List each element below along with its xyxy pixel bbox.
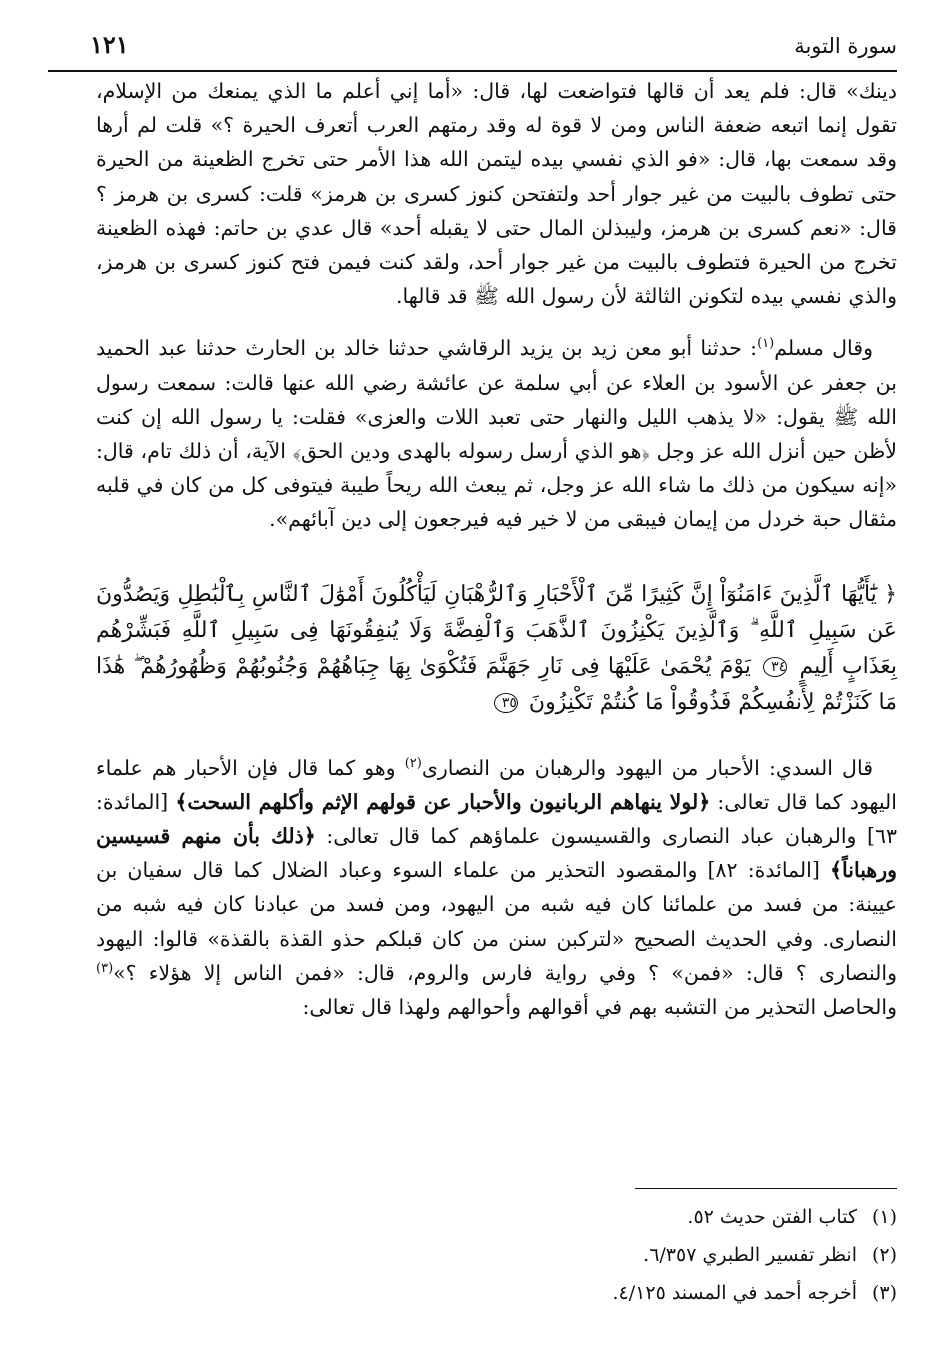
footnote-2 [96, 1236, 897, 1274]
verse-spacer-bottom [96, 721, 897, 751]
header-rule [48, 70, 897, 72]
paragraph-rest: : حدثنا أبو معن زيد بن يزيد الرقاشي حدثنا خالد بن الحارث حدثنا عبد الحميد بن جعفر عن الأسود بن العلاء عن أبي سلمة عن عائشة رضي الله عنها قالت: سمعت رسول الله ﷺ يقول: «لا يذهب الليل والنهار حتى تعبد اللات والعزى» فقلت: يا رسول الله إن كنت لأظن حين أنزل الله عز وجل ﴿هو الذي أرسل رسوله بالهدى ودين الحق﴾ الآية، أن ذلك تام، قال: «إنه سيكون من ذلك ما شاء الله عز وجل، ثم يبعث الله ريحاً طيبة فيتوفى كل من كان في قلبه مثقال حبة خردل من إيمان فيبقى من لا خير فيه فيرجعون إلى دين آبائهم». [96, 336, 897, 532]
verse-text-35: يَوْمَ يُحْمَىٰ عَلَيْهَا فِى نَارِ جَهَنَّمَ فَتُكْوَىٰ بِهَا جِبَاهُهُمْ وَجُنُوبُهُمْ وَظُهُورُهُمْ ۖ هَٰذَا مَا كَنَزْتُمْ لِأَنفُسِكُمْ فَذُوقُواْ مَا كُنتُمْ تَكْنِزُونَ [96, 653, 897, 715]
footnote-marker: (٢) [871, 1244, 897, 1266]
footnote-rule [635, 1188, 897, 1189]
paragraph-hadith-adi: دينك» قال: فلم يعد أن قالها فتواضعت لها، قال: «أما إني أعلم ما الذي يمنعك من الإسلام، تقول إنما اتبعه ضعفة الناس ومن لا قوة له وقد رمتهم العرب أتعرف الحيرة ؟» قلت لم أرها وقد سمعت بها، قال: «فو الذي نفسي بيده ليتمن الله هذا الأمر حتى تخرج الظعينة من الحيرة حتى تطوف بالبيت من غير جوار أحد ولتفتحن كنوز كسرى بن هرمز» قلت: كسرى بن هرمز ؟ قال: «نعم كسرى بن هرمز، وليبذلن المال حتى لا يقبله أحد» قال عدي بن حاتم: فهذه الظعينة تخرج من الحيرة فتطوف بالبيت من غير جوار أحد، ولقد كنت فيمن فتح كنوز كسرى بن هرمز، والذي نفسي بيده لتكونن الثالثة لأن رسول الله ﷺ قد قالها. [96, 79, 897, 309]
footnote-ref-2: (٢) [404, 755, 422, 771]
footnote-ref-3: (٣) [96, 961, 114, 977]
running-title: سورة التوبة [794, 34, 897, 58]
paragraph-start: وقال مسلم [774, 336, 873, 361]
footnote-text: أخرجه أحمد في المسند ٤/١٢٥. [612, 1282, 857, 1304]
quran-quote-maidah-82: ﴿ذلك بأن منهم قسيسين ورهباناً﴾ [96, 824, 897, 883]
quran-verse-block [96, 577, 897, 721]
page-number: ١٢١ [90, 30, 129, 59]
verse-text-34: ﴿ يَٰٓأَيُّهَا ٱلَّذِينَ ءَامَنُوٓاْ إِنَّ كَثِيرًا مِّنَ ٱلْأَحْبَارِ وَٱلرُّهْبَانِ لَيَأْكُلُونَ أَمْوَٰلَ ٱلنَّاسِ بِٱلْبَٰطِلِ وَيَصُدُّونَ عَن سَبِيلِ ٱللَّهِ ۗ وَٱلَّذِينَ يَكْنِزُونَ ٱلذَّهَبَ وَٱلْفِضَّةَ وَلَا يُنفِقُونَهَا فِى سَبِيلِ ٱللَّهِ فَبَشِّرْهُم بِعَذَابٍ أَلِيمٍ [96, 581, 898, 679]
paragraph-end: والحاصل التحذير من التشبه بهم في أقوالهم وأحوالهم ولهذا قال تعالى: [302, 995, 897, 1020]
footnote-marker: (١) [871, 1206, 897, 1228]
footnote-3 [96, 1274, 897, 1312]
paragraph-suddi-commentary [96, 751, 897, 1025]
footnote-text: انظر تفسير الطبري ٦/٣٥٧. [643, 1244, 857, 1266]
footnotes [96, 1198, 897, 1312]
body-text [96, 74, 897, 1024]
verse-number-35: ٣٥ [494, 693, 518, 713]
paragraph-muslim-narration [96, 331, 897, 536]
paragraph-text: وهو كما قال فإن الأحبار هم علماء اليهود كما قال تعالى: [96, 755, 897, 814]
footnote-ref-1: (١) [757, 336, 775, 352]
quran-quote-maidah-63: ﴿لولا ينهاهم الربانيون والأحبار عن قولهم الإثم وأكلهم السحت﴾ [175, 789, 711, 814]
paragraph-text: [المائدة: ٦٣] والرهبان عباد النصارى والقسيسون علماؤهم كما قال تعالى: [96, 789, 897, 849]
footnote-text: كتاب الفتن حديث ٥٢. [687, 1206, 857, 1228]
verse-number-34: ٣٤ [763, 657, 787, 677]
paragraph-start: قال السدي: الأحبار من اليهود والرهبان من النصارى [421, 755, 873, 780]
verse-spacer-top [96, 537, 897, 577]
footnote-marker: (٣) [871, 1282, 897, 1304]
paragraph-text: [المائدة: ٨٢] والمقصود التحذير من علماء السوء وعباد الضلال كما قال سفيان بن عيينة: من فسد من علمائنا كان فيه شبه من اليهود، ومن فسد من عبادنا كان فيه شبه من النصارى. وفي الحديث الصحيح «لتركبن سنن من كان قبلكم حذو القذة بالقذة» قالوا: اليهود والنصارى ؟ قال: «فمن» ؟ وفي رواية فارس والروم، قال: «فمن الناس إلا هؤلاء ؟» [96, 858, 897, 985]
paragraph-spacer [96, 313, 897, 331]
footnote-1 [96, 1198, 897, 1236]
